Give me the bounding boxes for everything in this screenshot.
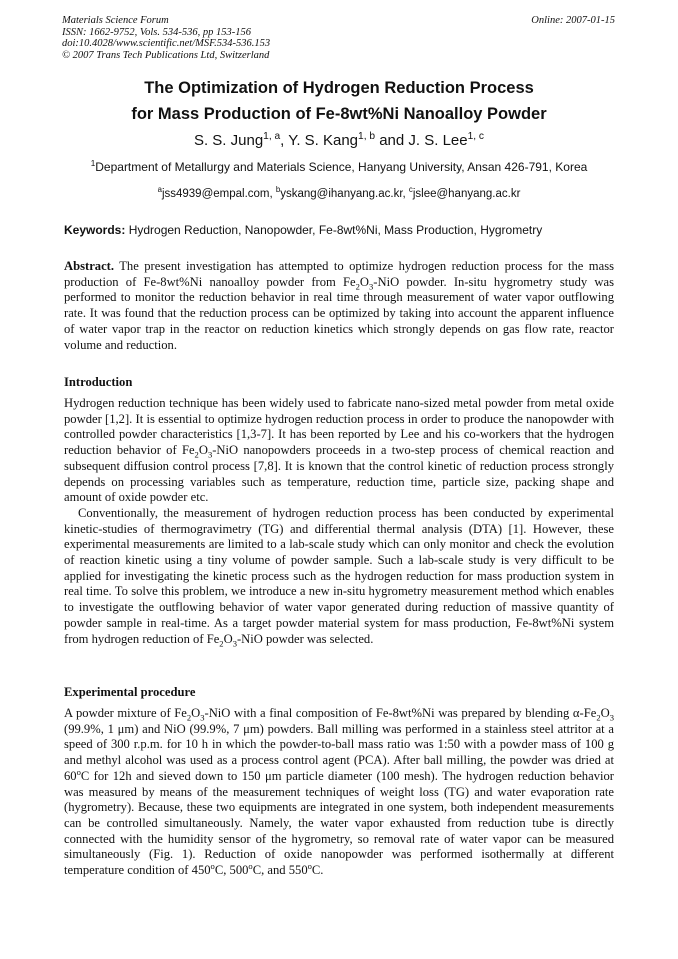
subscript: 2: [219, 638, 224, 649]
introduction-heading: Introduction: [64, 375, 133, 389]
experimental-paragraph: [64, 706, 614, 879]
email-superscript: b: [275, 185, 281, 195]
journal-header: [62, 15, 270, 61]
keywords-text: Hydrogen Reduction, Nanopowder, Fe-8wt%Ni, Mass Production, Hygrometry: [125, 223, 543, 237]
subscript: 2: [194, 449, 199, 460]
text-run: O: [223, 631, 233, 646]
subscript: 2: [596, 712, 601, 723]
intro-paragraph-1: [64, 396, 614, 506]
intro-paragraph-2: [64, 506, 614, 647]
email-list: [0, 185, 678, 200]
text-run: -NiO with a final composition of Fe-8wt%Ni was prepared by blending α-Fe: [204, 706, 597, 720]
subscript: 3: [369, 281, 374, 292]
copyright-line: © 2007 Trans Tech Publications Ltd, Switzerland: [62, 49, 270, 61]
author-name: S. S. Jung: [193, 132, 264, 149]
paper-title-line-1: The Optimization of Hydrogen Reduction Process: [144, 79, 534, 97]
degree-superscript: o: [307, 860, 312, 871]
subscript: 3: [200, 712, 205, 723]
text-run: C, and 550: [252, 863, 308, 878]
subscript: 3: [232, 638, 237, 649]
subscript: 2: [186, 712, 192, 723]
keywords-label: Keywords:: [64, 223, 126, 237]
author-name: Y. S. Kang: [288, 132, 359, 149]
email-address[interactable]: jslee@hanyang.ac.kr: [412, 188, 521, 200]
text-run: -NiO nanopowders proceeds in a two-step process of chemical reaction and subsequent diffusion control process [7,8]. It is known that the control kinetic of reduction process strongly depends on processing variables such as temperature, reduction time, particle size, packing shape and amount of oxide powder etc.: [64, 443, 614, 505]
text-run: (99.9%, 1 μm) and NiO (99.9%, 7 μm) powders. Ball milling was performed in a stainless steel attritor at a speed of 300 r.p.m. for 10 h in which the powder-to-ball mass ratio was 1:50 with a powder mass of 100 g and methyl alcohol was used as a process control agent (PCA). After ball milling, the powder was dried at 60: [64, 721, 614, 783]
journal-name: Materials Science Forum: [62, 15, 169, 26]
online-date: Online: 2007-01-15: [531, 15, 615, 26]
text-run: Conventionally, the measurement of hydrogen reduction process has been conducted by experimental kinetic-studies of thermogravimetry (TG) and differential thermal analysis (DTA) [1]. However, these experimental measurements are limited to a lab-scale study which can only monitor and check the evolution of reaction kinetic using a tiny volume of powder sample. Such a lab-scale study is very difficult to be applied for investigating the kinetic process such as the hydrogen reduction for mass production system in real time. To solve this problem, we introduce a new in-situ hygrometry measurement method which enables to investigate the outflowing behavior of water vapor generated during reduction of massive quantity of powder sample in real-time. As a target powder material system for mass production, Fe-8wt%Ni system from hydrogen reduction of Fe: [64, 505, 614, 646]
text-run: C for 12h and sieved down to 150 μm particle diameter (100 mesh). The hydrogen reduction behavior was measured by means of the measurement techniques of weight loss (TG) and water evaporation rate (hygrometry). Because, these two equipments are integrated in one system, both independent measurements can be controlled simultaneously. Namely, the water vapor exhausted from reduction tube is directly connected with the humidity sensor of the hygrometry, so removal rate of water vapor can be measured simultaneously (Fig. 1). Reduction of oxide nanopowder was performed isothermally at different temperature condition of 450: [64, 768, 614, 878]
abstract-label: Abstract.: [64, 259, 115, 273]
degree-superscript: o: [210, 860, 215, 871]
author-list: [0, 132, 678, 149]
text-run: C.: [311, 863, 324, 878]
text-run: -NiO powder. In-situ hygrometry study was performed to monitor the reduction behavior in real time through measurement of water vapor outflowing rate. It was found that the reduction process can be optimized by taking into account the apparent influence of water vapor trap in the reactor on reduction kinetics which strongly depends on gas flow rate, reactor volume and reduction.: [64, 274, 614, 352]
affiliation-superscript: 1: [90, 159, 96, 168]
abstract-paragraph: [64, 259, 614, 353]
text-run: O: [191, 706, 201, 720]
text-run: C, 500: [214, 863, 249, 878]
author-separator: and: [375, 132, 409, 149]
affiliation: [0, 160, 678, 174]
subscript: 3: [207, 449, 213, 460]
text-run: O: [198, 443, 208, 458]
email-address[interactable]: yskang@ihanyang.ac.kr,: [280, 188, 409, 200]
author-superscript: 1, a: [263, 131, 281, 142]
text-run: -NiO powder was selected.: [236, 631, 374, 646]
doi-line[interactable]: doi:10.4028/www.scientific.net/MSF.534-536.153: [62, 38, 271, 49]
text-run: O: [359, 274, 370, 289]
email-superscript: c: [408, 185, 413, 195]
author-superscript: 1, c: [467, 131, 485, 142]
experimental-heading: Experimental procedure: [64, 685, 196, 699]
paper-title-line-2: for Mass Production of Fe-8wt%Ni Nanoalloy Powder: [131, 105, 547, 123]
text-run: A powder mixture of Fe: [64, 706, 187, 720]
abstract: [64, 259, 614, 353]
degree-superscript: o: [76, 766, 81, 777]
subscript: 2: [355, 281, 360, 292]
issn-line: ISSN: 1662-9752, Vols. 534-536, pp 153-156: [62, 26, 251, 38]
text-run: O: [600, 706, 610, 720]
experimental-body: [64, 706, 614, 879]
degree-superscript: o: [248, 860, 253, 871]
author-name: J. S. Lee: [408, 132, 468, 149]
affiliation-text: Department of Metallurgy and Materials Science, Hanyang University, Ansan 426-791, Korea: [95, 160, 588, 174]
introduction-body: [64, 396, 614, 647]
author-superscript: 1, b: [358, 131, 376, 142]
text-run: The present investigation has attempted to optimize hydrogen reduction process for the mass production of Fe-8wt%Ni nanoalloy powder from Fe: [64, 259, 614, 289]
email-superscript: a: [157, 185, 162, 195]
keywords: [64, 223, 624, 237]
subscript: 3: [609, 712, 614, 723]
email-address[interactable]: jss4939@empal.com,: [161, 188, 276, 200]
author-separator: ,: [280, 132, 289, 149]
text-run: Hydrogen reduction technique has been widely used to fabricate nano-sized metal powder from metal oxide powder [1,2]. It is essential to optimize hydrogen reduction process in order to produce the nanopowder with controlled powder characteristics [1,3-7]. It has been reported by Lee and his co-workers that the hydrogen reduction behavior of Fe: [64, 396, 614, 458]
